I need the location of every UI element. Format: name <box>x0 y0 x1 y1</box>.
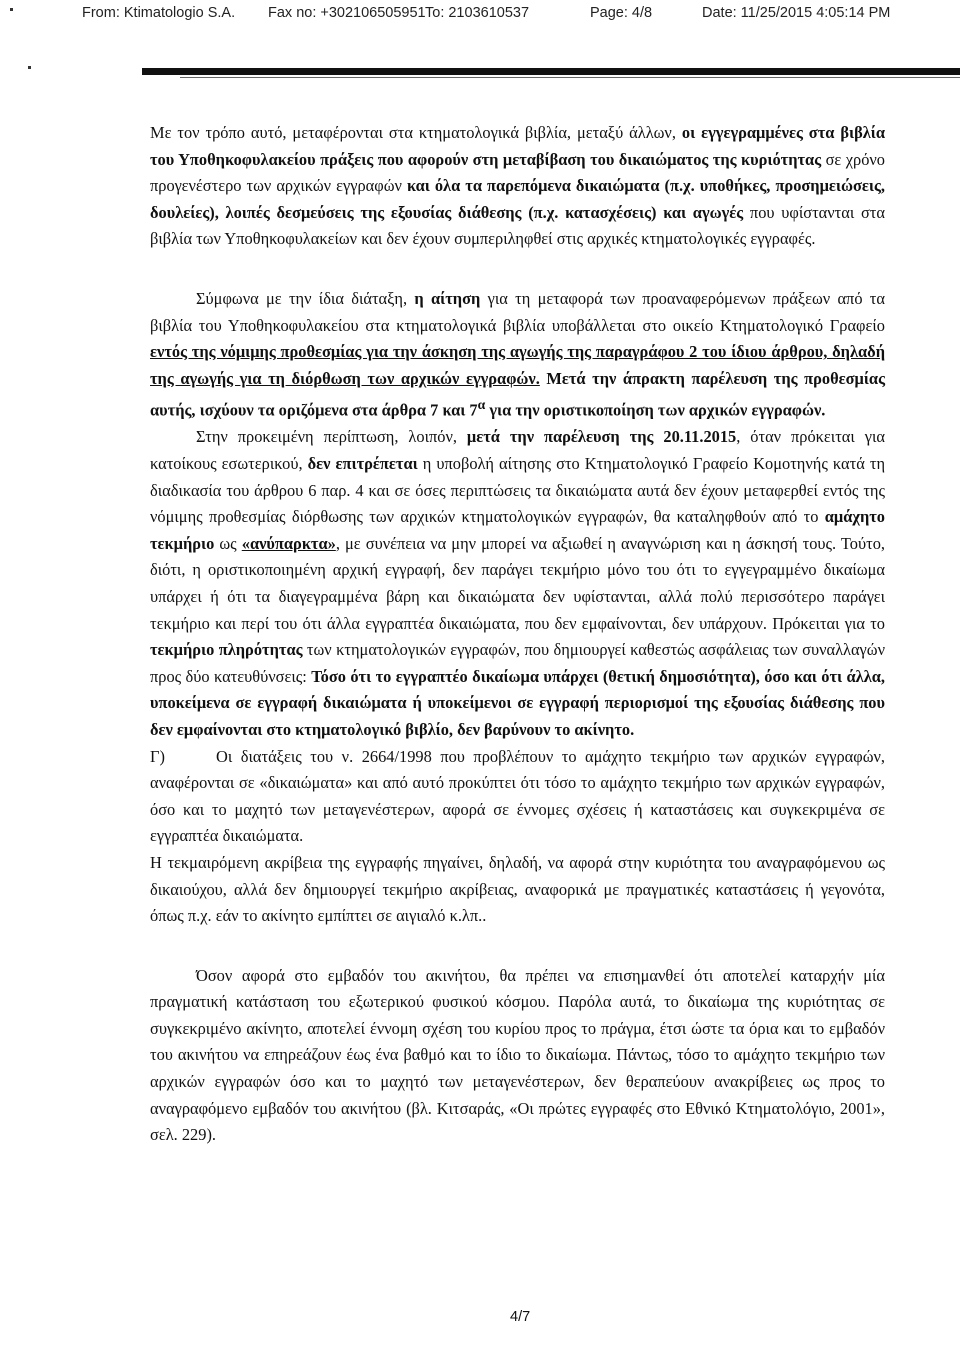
fax-number: Fax no: +302106505951 <box>268 5 426 21</box>
paragraph-5 <box>150 850 885 930</box>
scan-speck <box>28 66 31 69</box>
bold-text: αμάχητο τεκμήριο <box>150 507 885 553</box>
underlined-bold-text: «ανύπαρκτα» <box>241 533 336 553</box>
text: Η τεκμαιρόμενη ακρίβεια της εγγραφής πηγαίνει, δηλαδή, να αφορά στην κυριότητα του αναγραφόμενου ως δικαιούχου, αλλά δεν δημιουργεί τεκμήριο ακρίβειας, αναφορικά με πραγματικές καταστάσεις ή γεγονότα, όπως π.χ. εάν το ακίνητο εμπίπτει σε αιγιαλό κ.λπ.. <box>150 852 885 926</box>
bold-text: Τόσο ότι το εγγραπτέο δικαίωμα υπάρχει (θετική δημοσιότητα), όσο και ότι άλλα, υποκείμενα σε εγγραφή δικαιώματα ή υποκείμενοι σε εγγραφή περιορισμοί της εξουσίας διάθεσης που δεν εμφαίνονται στο κτηματολογικό βιβλίο, δεν βαρύνουν το ακίνητο. <box>150 666 885 739</box>
bold-text: δεν επιτρέπεται <box>307 454 418 473</box>
text: Σύμφωνα με την ίδια διάταξη, <box>196 288 415 308</box>
fax-date: Date: 11/25/2015 4:05:14 PM <box>702 5 891 21</box>
bold-text: η αίτηση <box>414 288 481 308</box>
underlined-bold-text: εντός της νόμιμης προθεσμίας για την άσκηση της αγωγής της παραγράφου 2 του ίδιου άρθρου, δηλαδή της αγωγής για τη διόρθωση των αρχικών εγγραφών. <box>150 342 885 388</box>
section-label: Γ) <box>150 746 165 766</box>
page-number: 4/7 <box>510 1309 531 1325</box>
text: Οι διατάξεις του ν. 2664/1998 που προβλέπουν το αμάχητο τεκμήριο των αρχικών εγγραφών, αναφέρονται σε «δικαιώματα» και από αυτό προκύπτει ότι τόσο το αμάχητο τεκμήριο των αρχικών εγγραφών, όσο και το μαχητό των μεταγενέστερων, αφορά σε έννομες σχέσεις ή καταστάσεις και συγκεκριμένα σε εγγραπτέα δικαιώματα. <box>150 746 885 846</box>
paragraph-4 <box>150 744 885 850</box>
text: ως <box>214 533 242 553</box>
text: που υφίστανται στα βιβλία των Υποθηκοφυλακείων και δεν έχουν συμπεριληφθεί στις αρχικές κτηματολογικές εγγραφές. <box>150 202 885 249</box>
fax-page: Page: 4/8 <box>590 5 653 21</box>
text: Στην προκειμένη περίπτωση, λοιπόν, <box>196 427 467 447</box>
paragraph-3 <box>150 424 885 743</box>
fax-from: From: Ktimatologio S.A. <box>82 5 236 21</box>
fax-header <box>0 0 960 30</box>
bold-text: για την οριστικοποίηση των αρχικών εγγραφών. <box>485 400 826 420</box>
document-body <box>150 120 885 1149</box>
bold-text: και όλα τα παρεπόμενα δικαιώματα (π.χ. υποθήκες, προσημειώσεις, δουλείες), λοιπές δεσμεύσεις της εξουσίας διάθεσης (π.χ. κατασχέσεις) και αγωγές <box>150 176 885 222</box>
text: Όσον αφορά στο εμβαδόν του ακινήτου, θα πρέπει να επισημανθεί ότι αποτελεί καταρχήν μία πραγματική κατάσταση του εξωτερικού φυσικού κόσμου. Παρόλα αυτά, το δικαίωμα της κυριότητας σε συγκεκριμένο ακίνητο, αποτελεί έννομη σχέση του κυρίου προς το πράγμα, έτσι ώστε τα όρια και το εμβαδόν του ακινήτου να επηρεάζουν έως ένα βαθμό και το ίδιο το δικαίωμα. Πάντως, τόσο το αμάχητο τεκμήριο των αρχικών εγγραφών όσο και το μαχητό των μεταγενέστερων, δεν θεραπεύουν ανακρίβειες ως προς το αναγραφόμενο εμβαδόν του ακινήτου (βλ. Κιτσαράς, «Οι πρώτες εγγραφές στο Εθνικό Κτηματολόγιο, 2001», σελ. 229). <box>150 965 885 1145</box>
bold-text: οι εγγεγραμμένες στα βιβλία του Υποθηκοφυλακείου πράξεις που αφορούν στη μεταβίβαση του δικαιώματος της κυριότητας <box>150 123 885 169</box>
text: για τη μεταφορά των προαναφερόμενων πράξεων από τα βιβλία του Υποθηκοφυλακείου στα κτηματολογικά βιβλία υποβάλλεται στο οικείο Κτηματολογικό Γραφείο <box>150 288 885 335</box>
bold-text: μετά την παρέλευση της 20.11.2015 <box>466 427 737 447</box>
text: , όταν πρόκειται για κατοίκους εσωτερικού, <box>150 427 885 473</box>
paragraph-6 <box>150 963 885 1149</box>
fax-to: To: 2103610537 <box>425 5 530 21</box>
scan-line <box>180 77 960 78</box>
paragraph-2 <box>150 286 885 424</box>
bold-text: τεκμήριο πληρότητας <box>150 640 303 660</box>
paragraph-1 <box>150 120 885 253</box>
text: των κτηματολογικών εγγραφών, που δημιουργεί καθεστώς ασφάλειας των συναλλαγών προς δύο κατευθύνσεις: <box>150 640 885 686</box>
text: Με τον τρόπο αυτό, μεταφέρονται στα κτηματολογικά βιβλία, μεταξύ άλλων, <box>150 123 682 142</box>
scan-speck <box>10 8 13 11</box>
text: σε χρόνο προγενέστερο των αρχικών εγγραφών <box>150 149 885 196</box>
bold-text: Μετά την άπρακτη παρέλευση της προθεσμίας αυτής, ισχύουν τα οριζόμενα στα άρθρα 7 και 7 <box>150 368 885 420</box>
scan-bar <box>142 68 960 75</box>
superscript: α <box>477 397 486 413</box>
text: η υποβολή αίτησης στο Κτηματολογικό Γραφείο Κομοτηνής κατά τη διαδικασία του άρθρου 6 παρ. 4 και σε όσες περιπτώσεις τα δικαιώματα αυτά δεν έχουν μεταφερθεί εντός της νόμιμης προθεσμίας διόρθωσης των αρχικών κτηματολογικών εγγραφών, θα καταληφθούν από το <box>150 454 886 527</box>
text: , με συνέπεια να μην μπορεί να αξιωθεί η αναγνώριση και η άσκησή τους. Τούτο, διότι, η οριστικοποιημένη αρχική εγγραφή, δεν παράγει τεκμήριο μόνο του ότι το εγγεγραμμένο δικαίωμα υπάρχει ή ότι τα διαγεγραμμένα βάρη και δικαιώματα δεν υφίστανται, αλλά πολύ περισσότερο παράγει τεκμήριο και περί του ότι άλλα εγγραπτέα δικαιώματα, που δεν εμφαίνονται, δεν υπάρχουν. Πρόκειται για το <box>150 533 885 633</box>
